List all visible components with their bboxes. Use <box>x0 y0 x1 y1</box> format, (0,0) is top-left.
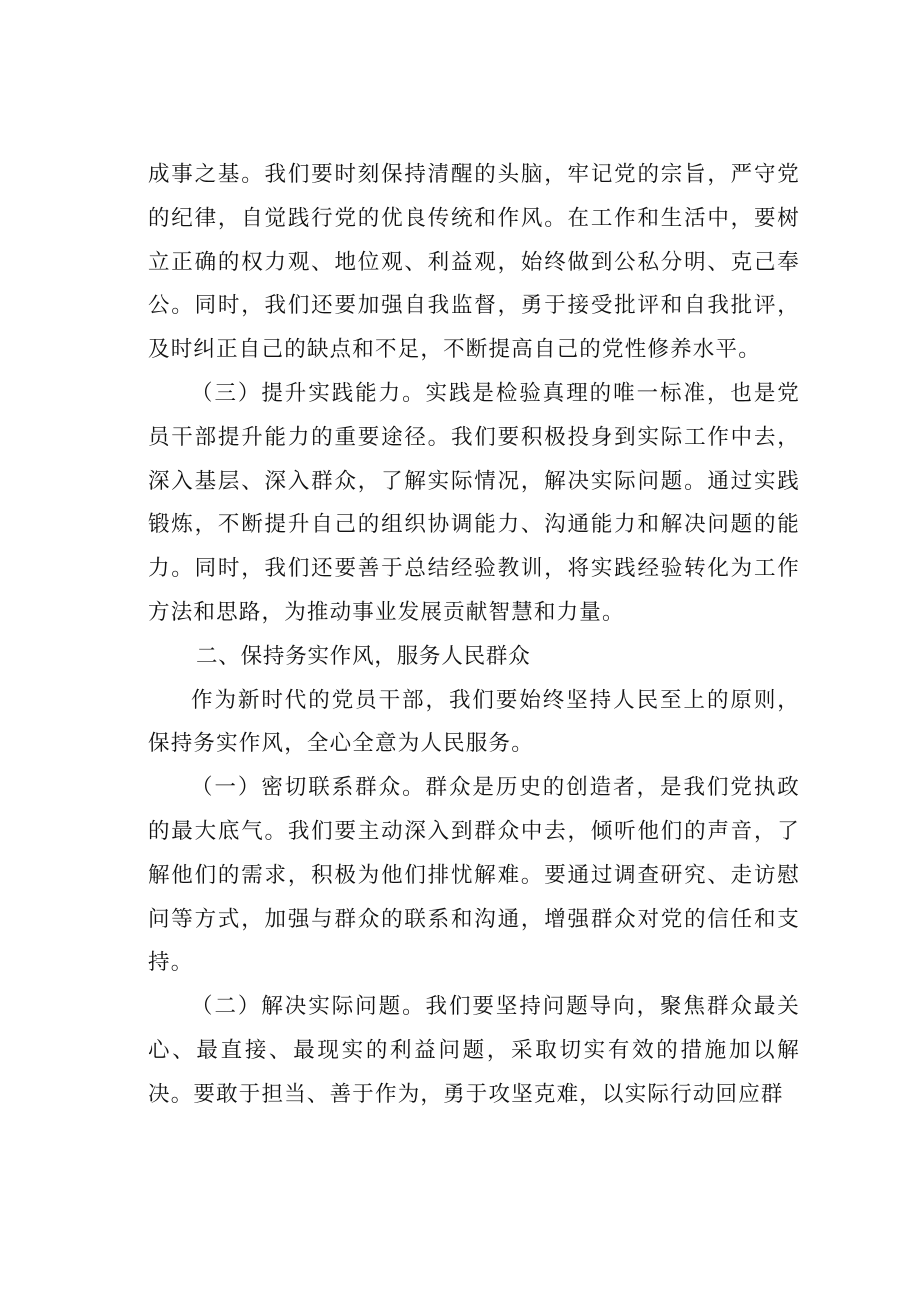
section-heading: 二、保持务实作风，服务人民群众 <box>196 643 531 669</box>
paragraph-section-intro: 作为新时代的党员干部，我们要始终坚持人民至上的原则，保持务实作风，全心全意为人民服务。 <box>148 687 800 757</box>
paragraph-solve-problems: （二）解决实际问题。我们要坚持问题导向，聚焦群众最关心、最直接、最现实的利益问题，采取切实有效的措施加以解决。要敢于担当、善于作为，勇于攻坚克难，以实际行动回应群 <box>148 994 800 1107</box>
paragraph-contact-masses: （一）密切联系群众。群众是历史的创造者，是我们党执政的最大底气。我们要主动深入到群众中去，倾听他们的声音，了解他们的需求，积极为他们排忧解难。要通过调查研究、走访慰问等方式，加强与群众的联系和沟通，增强群众对党的信任和支持。 <box>148 775 800 976</box>
paragraph-practice-ability: （三）提升实践能力。实践是检验真理的唯一标准，也是党员干部提升能力的重要途径。我们要积极投身到实际工作中去，深入基层、深入群众，了解实际情况，解决实际问题。通过实践锻炼，不断提升自己的组织协调能力、沟通能力和解决问题的能力。同时，我们还要善于总结经验教训，将实践经验转化为工作方法和思路，为推动事业发展贡献智慧和力量。 <box>148 380 800 625</box>
document-body <box>148 153 800 1117</box>
paragraph-continued: 成事之基。我们要时刻保持清醒的头脑，牢记党的宗旨，严守党的纪律，自觉践行党的优良传统和作风。在工作和生活中，要树立正确的权力观、地位观、利益观，始终做到公私分明、克己奉公。同时，我们还要加强自我监督，勇于接受批评和自我批评，及时纠正自己的缺点和不足，不断提高自己的党性修养水平。 <box>148 162 800 363</box>
